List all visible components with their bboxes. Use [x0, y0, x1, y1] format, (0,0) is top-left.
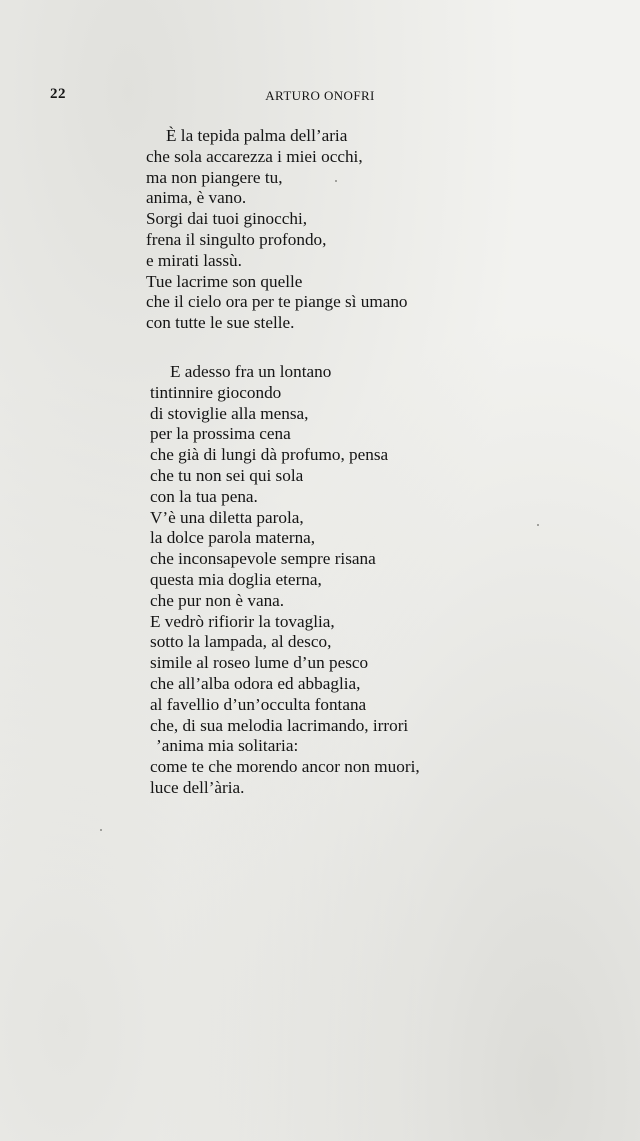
poem-line: che il cielo ora per te piange sì umano [146, 292, 408, 312]
poem-line: per la prossima cena [150, 424, 291, 444]
poem-line: che già di lungi dà profumo, pensa [150, 445, 389, 465]
poem-line: ’anima mia solitaria: [156, 736, 299, 756]
page-number: 22 [50, 86, 66, 102]
poem-line: V’è una diletta parola, [150, 507, 304, 527]
poem-line: sotto la lampada, al desco, [150, 632, 332, 652]
poem-line: luce dell’ària. [150, 777, 245, 797]
poem-line: che sola accarezza i miei occhi, [146, 146, 363, 166]
poem-line: che tu non sei qui sola [150, 465, 304, 485]
poem-line: ma non piangere tu, [146, 167, 283, 187]
running-head: ARTURO ONOFRI [265, 88, 375, 103]
poem-line: Tue lacrime son quelle [146, 271, 303, 291]
poem-line: e mirati lassù. [146, 250, 242, 270]
poem-line: questa mia doglia eterna, [150, 569, 322, 589]
ink-speck [537, 524, 539, 526]
poem-line: È la tepida palma dell’aria [166, 126, 348, 145]
poem-line: come te che morendo ancor non muori, [150, 757, 420, 777]
poem-line: che all’alba odora ed abbaglia, [150, 673, 361, 693]
poem-line: Sorgi dai tuoi ginocchi, [146, 209, 308, 229]
stanza-2 [150, 362, 420, 799]
poem-line: tintinnire giocondo [150, 382, 282, 402]
poem-line: E vedrò rifiorir la tovaglia, [150, 611, 335, 631]
poem-line: di stoviglie alla mensa, [150, 403, 309, 423]
poem-line: frena il singulto profondo, [146, 229, 327, 249]
poem-line: con tutte le sue stelle. [146, 313, 295, 333]
poem-line: che pur non è vana. [150, 590, 285, 610]
ink-speck [335, 180, 337, 182]
poem-line: con la tua pena. [150, 486, 258, 506]
poem-line: che, di sua melodia lacrimando, irrori [150, 715, 409, 735]
poem-line: che inconsapevole sempre risana [150, 549, 376, 569]
ink-speck [100, 829, 102, 831]
poem-line: simile al roseo lume d’un pesco [150, 653, 369, 673]
poem-line: al favellio d’un’occulta fontana [150, 694, 367, 714]
poem-line: E adesso fra un lontano [170, 362, 332, 381]
poem-line: la dolce parola materna, [150, 528, 316, 548]
poem-line: anima, è vano. [146, 188, 247, 208]
stanza-1 [146, 126, 408, 334]
